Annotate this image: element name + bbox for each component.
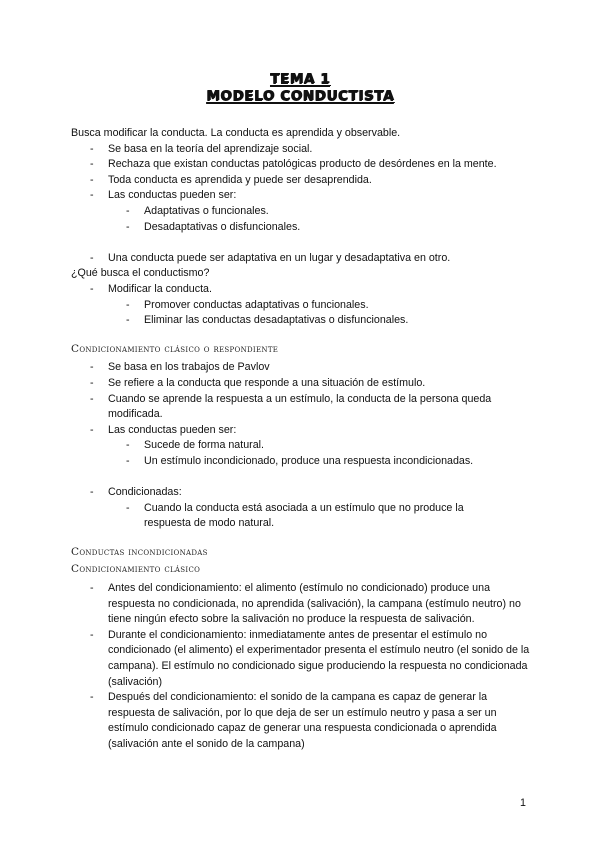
dash-bullet: - bbox=[90, 173, 94, 186]
dash-bullet: - bbox=[90, 282, 94, 295]
list-item: - Condicionadas: bbox=[71, 485, 531, 501]
dash-bullet: - bbox=[90, 158, 94, 171]
list-item: - Toda conducta es aprendida y puede ser desaprendida. bbox=[71, 173, 531, 189]
dash-bullet: - bbox=[90, 361, 94, 374]
list-item: - Rechaza que existan conductas patológicas producto de desórdenes en la mente. bbox=[71, 157, 531, 173]
title-block bbox=[0, 71, 600, 105]
section-subheading-classical: Condicionamiento clásico bbox=[71, 563, 201, 576]
sub-list-item: - Sucede de forma natural. bbox=[71, 438, 531, 454]
dash-bullet: - bbox=[126, 314, 130, 327]
spacer bbox=[71, 235, 531, 251]
list-item: - Una conducta puede ser adaptativa en un lugar y desadaptativa en otro. bbox=[71, 251, 531, 267]
list-item: - Se basa en la teoría del aprendizaje social. bbox=[71, 142, 531, 158]
section-heading-unconditioned: Conductas incondicionadas bbox=[71, 545, 208, 558]
dash-bullet: - bbox=[90, 423, 94, 436]
dash-bullet: - bbox=[90, 582, 94, 595]
dash-bullet: - bbox=[90, 251, 94, 264]
dash-bullet: - bbox=[126, 439, 130, 452]
section-heading-classical: Condicionamiento clásico o respondiente bbox=[71, 342, 279, 355]
dash-bullet: - bbox=[90, 189, 94, 202]
intro-paragraph: Busca modificar la conducta. La conducta es aprendida y observable. bbox=[71, 127, 401, 139]
sub-list-item: - Adaptativas o funcionales. bbox=[71, 204, 531, 220]
list-item: - Cuando se aprende la respuesta a un estímulo, la conducta de la persona queda modificada. bbox=[90, 392, 492, 421]
sub-list-item: - Promover conductas adaptativas o funcionales. bbox=[71, 298, 531, 314]
dash-bullet: - bbox=[90, 142, 94, 155]
list-item: - Modificar la conducta. bbox=[71, 282, 531, 298]
dash-bullet: - bbox=[126, 220, 130, 233]
title-model: MODELO CONDUCTISTA bbox=[206, 88, 394, 104]
question-paragraph: ¿Qué busca el conductismo? bbox=[71, 267, 210, 280]
dash-bullet: - bbox=[90, 376, 94, 389]
dash-bullet: - bbox=[90, 628, 94, 641]
list-item: - Las conductas pueden ser: bbox=[71, 423, 531, 439]
list-item: - Después del condicionamiento: el sonido de la campana es capaz de generar la respuesta de salivación, por lo que deja de ser un estímulo neutro y pasa a ser un estímulo condicionado capaz de generar una respuesta condicionada o aprendida (salivación ante el sonido de la campana) bbox=[90, 691, 497, 750]
dash-bullet: - bbox=[126, 298, 130, 311]
document-body bbox=[71, 126, 531, 753]
dash-bullet: - bbox=[90, 691, 94, 704]
list-item: - Antes del condicionamiento: el alimento (estímulo no condicionado) produce una respuesta no condicionada, no aprendida (salivación), la campana (estímulo neutro) no tiene ningún efecto sobre la salivación no produce la respuesta de salivación. bbox=[90, 582, 521, 626]
title-topic: TEMA 1 bbox=[269, 71, 330, 87]
list-item: - Se refiere a la conducta que responde a una situación de estímulo. bbox=[71, 376, 531, 392]
dash-bullet: - bbox=[90, 486, 94, 499]
list-item: - Se basa en los trabajos de Pavlov bbox=[71, 360, 531, 376]
page-number: 1 bbox=[520, 797, 526, 809]
dash-bullet: - bbox=[90, 392, 94, 405]
sub-list-item: - Un estímulo incondicionado, produce una respuesta incondicionadas. bbox=[71, 454, 531, 470]
dash-bullet: - bbox=[126, 454, 130, 467]
list-item: - Durante el condicionamiento: inmediatamente antes de presentar el estímulo no condicionado (el alimento) el experimentador presenta el estímulo neutro (el sonido de la campana). El estímulo no condicionado sigue produciendo la respuesta no condicionada (salivación) bbox=[90, 628, 530, 688]
list-item: - Las conductas pueden ser: bbox=[71, 188, 531, 204]
sub-list-item: - Desadaptativas o disfuncionales. bbox=[71, 220, 531, 236]
dash-bullet: - bbox=[126, 204, 130, 217]
sub-list-item: - Eliminar las conductas desadaptativas o disfuncionales. bbox=[71, 313, 531, 329]
spacer bbox=[71, 469, 531, 485]
sub-list-item: - Cuando la conducta está asociada a un estímulo que no produce la respuesta de modo natural. bbox=[126, 501, 464, 530]
dash-bullet: - bbox=[126, 501, 130, 514]
